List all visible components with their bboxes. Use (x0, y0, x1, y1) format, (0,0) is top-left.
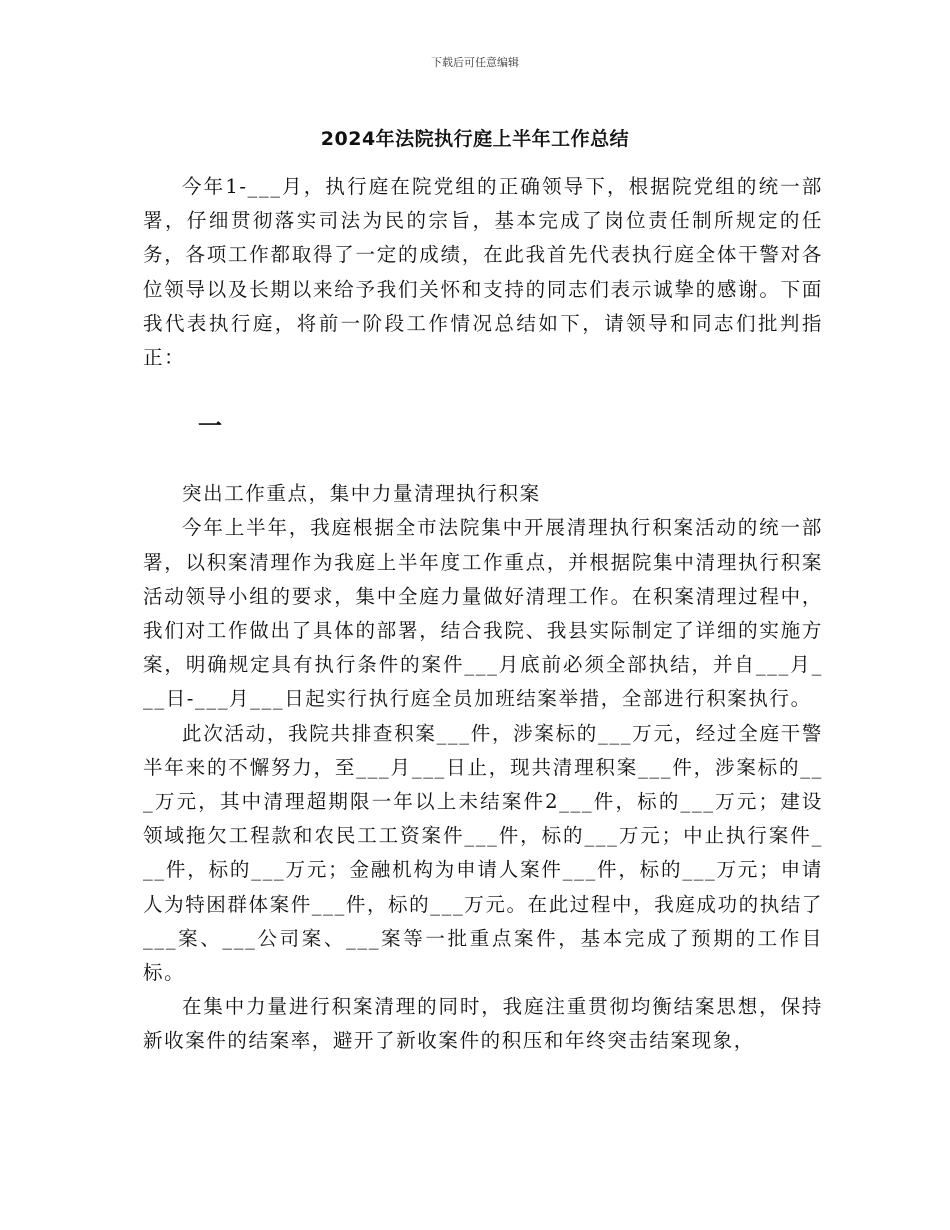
body-paragraph-3: 在集中力量进行积案清理的同时，我庭注重贯彻均衡结案思想，保持新收案件的结案率，避开了新收案件的积压和年终突击结案现象， (143, 995, 823, 1053)
body-paragraph-2: 此次活动，我院共排查积案___件，涉案标的___万元，经过全庭干警半年来的不懈努力，至___月___日止，现共清理积案___件，涉案标的___万元，其中清理超期限一年以上未结案件2___件，标的___万元；建设领域拖欠工程款和农民工工资案件___件，标的___万元；中止执行案件___件，标的___万元；金融机构为申请人案件___件，标的___万元；申请人为特困群体案件___件，标的___万元。在此过程中，我庭成功的执结了___案、___公司案、___案等一批重点案件，基本完成了预期的工作目标。 (143, 721, 824, 985)
section-number: 一 (198, 412, 222, 441)
document-body (143, 170, 823, 1059)
body-paragraph-1: 今年上半年，我庭根据全市法院集中开展清理执行积案活动的统一部署，以积案清理作为我庭上半年度工作重点，并根据院集中清理执行积案活动领导小组的要求，集中全庭力量做好清理工作。在积案清理过程中，我们对工作做出了具体的部署，结合我院、我县实际制定了详细的实施方案，明确规定具有执行条件的案件___月底前必须全部执结，并自___月___日-___月___日起实行执行庭全员加班结案举措，全部进行积案执行。 (143, 516, 823, 711)
section-heading: 突出工作重点，集中力量清理执行积案 (182, 482, 541, 506)
document-title: 2024年法院执行庭上半年工作总结 (320, 128, 630, 150)
header-note: 下载后可任意编辑 (431, 56, 519, 69)
intro-paragraph: 今年1-___月，执行庭在院党组的正确领导下，根据院党组的统一部署，仔细贯彻落实司法为民的宗旨，基本完成了岗位责任制所规定的任务，各项工作都取得了一定的成绩，在此我首先代表执行庭全体干警对各位领导以及长期以来给予我们关怀和支持的同志们表示诚挚的感谢。下面我代表执行庭，将前一阶段工作情况总结如下，请领导和同志们批判指正： (143, 175, 823, 370)
